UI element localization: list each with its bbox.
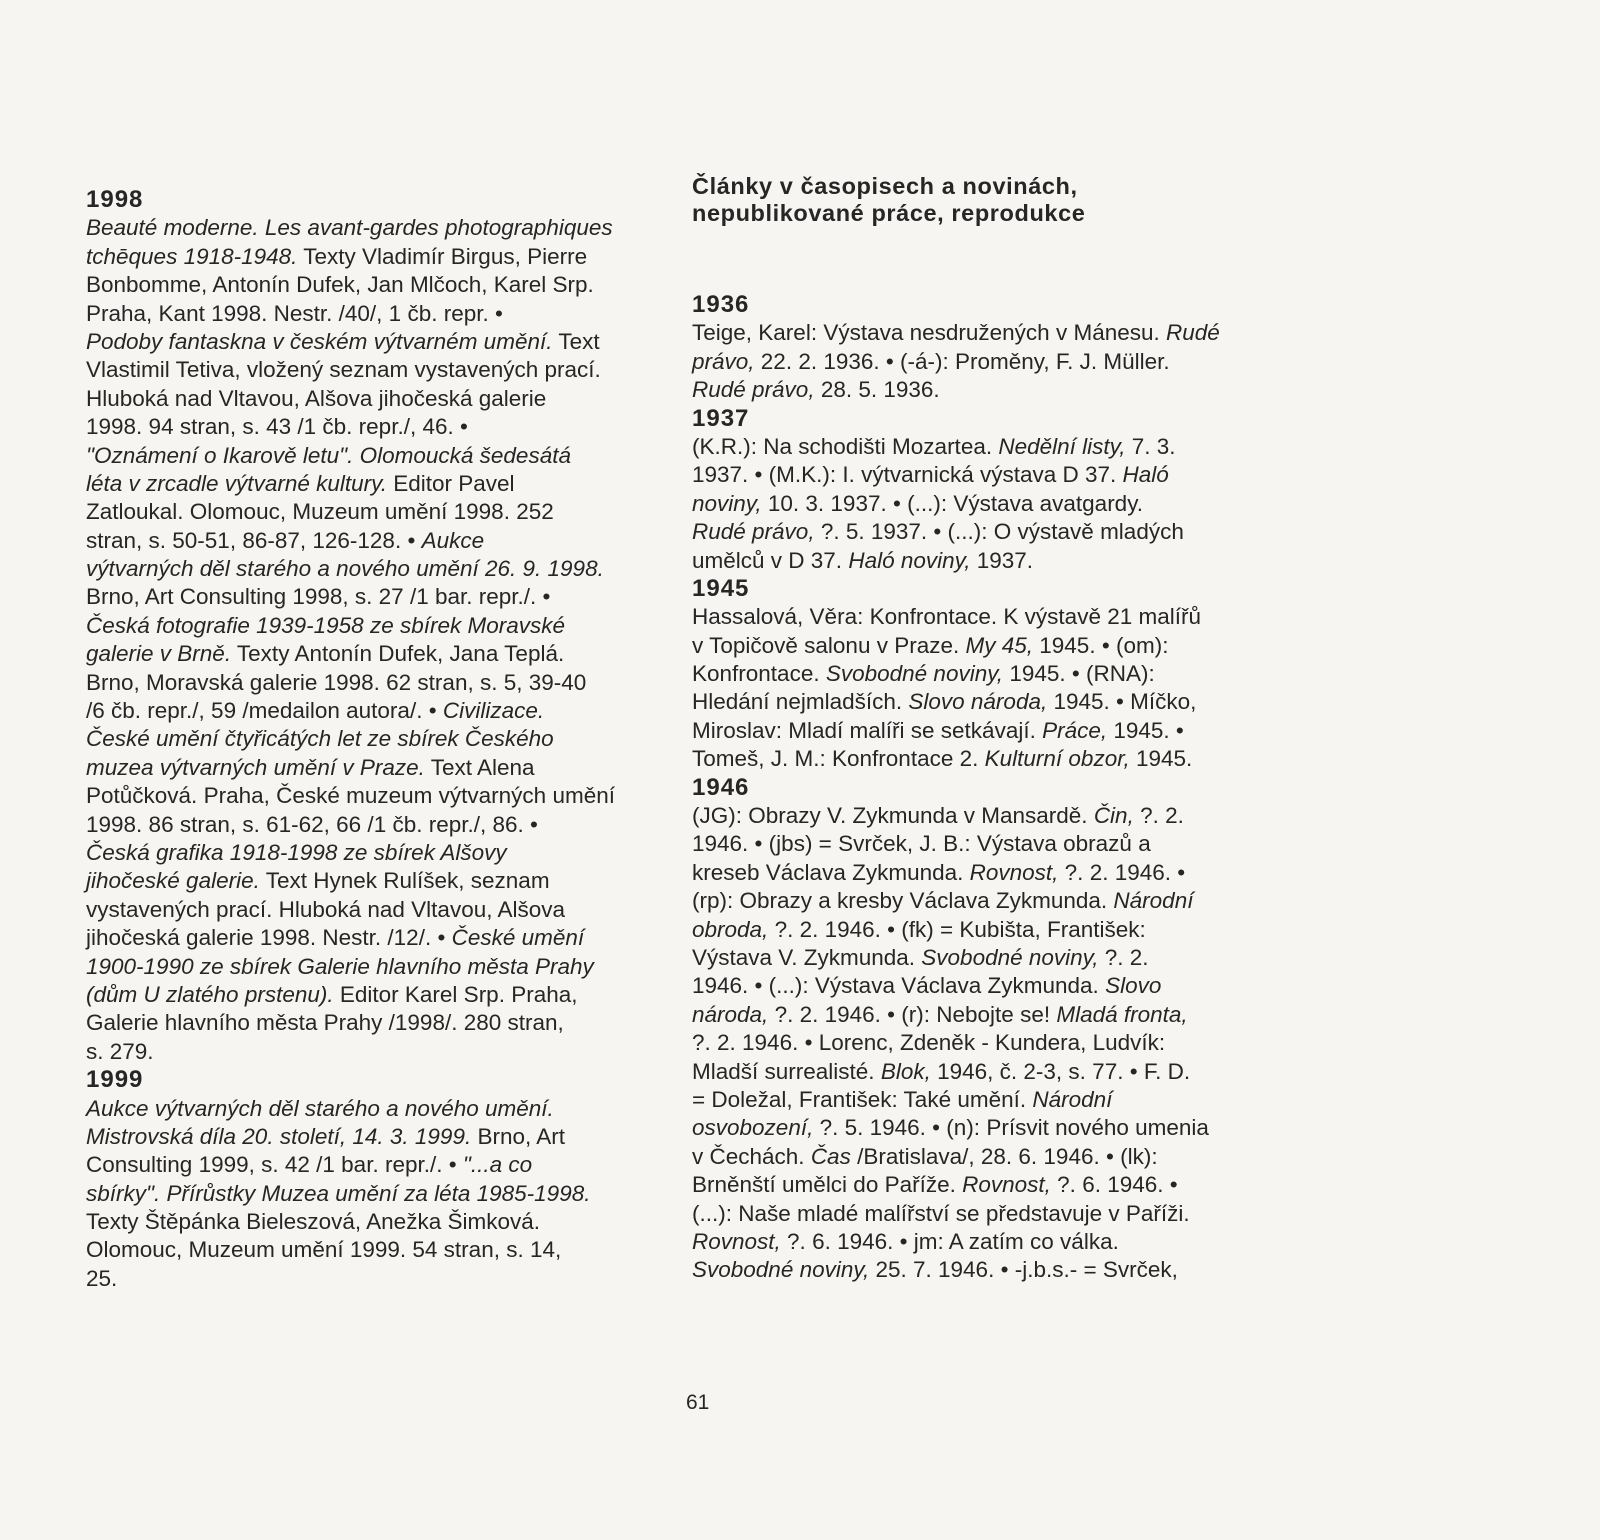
text-line — [692, 1171, 1292, 1199]
body-text: kreseb Václava Zykmunda. — [692, 859, 970, 885]
text-line — [86, 896, 676, 924]
body-text: Texty Antonín Dufek, Jana Teplá. — [231, 641, 565, 667]
body-text: stran, s. 50-51, 86-87, 126-128. • — [86, 527, 422, 553]
body-text: Výstava V. Zykmunda. — [692, 944, 922, 970]
text-line — [86, 555, 676, 583]
text-line — [86, 981, 676, 1009]
body-text: s. 279. — [86, 1038, 154, 1064]
text-line — [86, 470, 676, 498]
body-text: Text Hynek Rulíšek, seznam — [259, 868, 550, 894]
text-line — [86, 697, 676, 725]
text-line — [86, 1236, 676, 1264]
body-text: Consulting 1999, s. 42 /1 bar. repr./. • — [86, 1152, 463, 1178]
italic-title-text: Kulturní obzor, — [984, 746, 1130, 772]
body-text: jihočeská galerie 1998. Nestr. /12/. • — [86, 925, 452, 951]
text-line — [692, 547, 1292, 575]
italic-title-text: Česká grafika 1918-1998 ze sbírek Alšovy — [86, 839, 507, 865]
italic-title-text: noviny, — [692, 490, 762, 516]
text-line — [692, 490, 1292, 518]
text-line — [692, 632, 1292, 660]
body-text: Hluboká nad Vltavou, Alšova jihočeská galerie — [86, 385, 547, 411]
body-text: /6 čb. repr./, 59 /medailon autora/. • — [86, 698, 443, 724]
text-line — [86, 1038, 676, 1066]
body-text: 25. 7. 1946. • -j.b.s.- = Svrček, — [869, 1257, 1178, 1283]
italic-title-text: Aukce výtvarných děl starého a nového umění. — [86, 1095, 554, 1121]
body-text: Zatloukal. Olomouc, Muzeum umění 1998. 252 — [86, 499, 554, 525]
italic-title-text: Práce, — [1042, 717, 1108, 743]
year-heading: 1937 — [692, 404, 750, 432]
italic-title-text: Čas — [810, 1143, 851, 1169]
text-line — [86, 271, 676, 299]
text-line — [86, 442, 676, 470]
text-line — [86, 1180, 676, 1208]
body-text: 1946, č. 2-3, s. 77. • F. D. — [930, 1058, 1191, 1084]
body-text: Vlastimil Tetiva, vložený seznam vystavených prací. — [86, 357, 601, 383]
text-line — [692, 1143, 1292, 1171]
body-text: 1946. • (jbs) = Svrček, J. B.: Výstava obrazů a — [692, 831, 1151, 857]
body-text: 7. 3. — [1125, 433, 1176, 459]
body-text: vystavených prací. Hluboká nad Vltavou, Alšova — [86, 896, 566, 922]
text-line — [692, 802, 1292, 830]
text-line — [692, 972, 1292, 1000]
body-text: 10. 3. 1937. • (...): Výstava avatgardy. — [761, 490, 1144, 516]
text-line — [86, 583, 676, 611]
italic-title-text: Mistrovská díla 20. století, 14. 3. 1999. — [86, 1123, 472, 1149]
body-text: Brno, Art — [471, 1123, 565, 1149]
text-line — [86, 640, 676, 668]
body-text: ?. 2. 1946. • (r): Nebojte se! — [768, 1001, 1057, 1027]
text-line — [86, 527, 676, 555]
text-line — [692, 433, 1292, 461]
text-line — [86, 498, 676, 526]
text-line — [86, 725, 676, 753]
italic-title-text: Svobodné noviny, — [692, 1257, 870, 1283]
body-text: (K.R.): Na schodišti Mozartea. — [692, 433, 999, 459]
text-line — [86, 1265, 676, 1293]
body-text: Texty Štěpánka Bieleszová, Anežka Šimková. — [86, 1209, 540, 1235]
text-line — [692, 376, 1292, 404]
text-line — [86, 1208, 676, 1236]
italic-title-text: osvobození, — [692, 1115, 814, 1141]
italic-title-text: Svobodné noviny, — [825, 661, 1004, 687]
italic-title-text: 1900-1990 ze sbírek Galerie hlavního města Prahy — [86, 953, 594, 979]
body-text: Brněnští umělci do Paříže. — [692, 1172, 963, 1198]
text-line — [692, 1086, 1292, 1114]
body-text: v Topičově salonu v Praze. — [692, 632, 966, 658]
italic-title-text: Rudé právo, — [692, 519, 815, 545]
body-text: Hledání nejmladších. — [692, 689, 909, 715]
body-text: umělců v D 37. — [692, 547, 849, 573]
italic-title-text: Rudé — [1166, 320, 1220, 346]
text-line — [692, 1001, 1292, 1029]
italic-title-text: Slovo národa, — [908, 689, 1048, 715]
body-text: ?. 5. 1946. • (n): Prísvit nového umenia — [813, 1115, 1209, 1141]
body-text: Praha, Kant 1998. Nestr. /40/, 1 čb. repr. • — [86, 300, 503, 326]
body-text: (rp): Obrazy a kresby Václava Zykmunda. — [692, 888, 1114, 914]
body-text: Olomouc, Muzeum umění 1999. 54 stran, s. 14, — [86, 1237, 562, 1263]
body-text: 25. — [86, 1265, 118, 1291]
year-heading: 1945 — [692, 574, 750, 602]
body-text: Bonbomme, Antonín Dufek, Jan Mlčoch, Karel Srp. — [86, 272, 594, 298]
text-line — [86, 754, 676, 782]
text-line — [692, 518, 1292, 546]
italic-title-text: Rudé právo, — [692, 377, 815, 403]
italic-title-text: Národní — [1113, 888, 1194, 914]
text-line — [86, 669, 676, 697]
body-text: Miroslav: Mladí malíři se setkávají. — [692, 717, 1043, 743]
text-line — [692, 944, 1292, 972]
italic-title-text: Rovnost, — [962, 1172, 1051, 1198]
italic-title-text: Podoby fantaskna v českém výtvarném umění. — [86, 328, 553, 354]
body-text: 1998. 94 stran, s. 43 /1 čb. repr./, 46. • — [86, 414, 468, 440]
text-line — [692, 319, 1292, 347]
text-line — [86, 385, 676, 413]
body-text: ?. 6. 1946. • jm: A zatím co válka. — [780, 1228, 1119, 1254]
italic-title-text: Blok, — [880, 1058, 931, 1084]
italic-title-text: obroda, — [692, 916, 769, 942]
body-text: = Doležal, František: Také umění. — [692, 1086, 1033, 1112]
italic-title-text: muzea výtvarných umění v Praze. — [86, 754, 425, 780]
text-line — [86, 839, 676, 867]
text-line — [86, 1009, 676, 1037]
text-line — [86, 214, 676, 242]
text-line — [692, 1228, 1292, 1256]
italic-title-text: galerie v Brně. — [86, 641, 232, 667]
body-text: 1998. 86 stran, s. 61-62, 66 /1 čb. repr./, 86. • — [86, 811, 538, 837]
body-text: Editor Pavel — [386, 470, 515, 496]
body-text: Brno, Moravská galerie 1998. 62 stran, s. 5, 39-40 — [86, 669, 587, 695]
body-text: /Bratislava/, 28. 6. 1946. • (lk): — [850, 1143, 1158, 1169]
italic-title-text: národa, — [692, 1001, 769, 1027]
italic-title-text: právo, — [692, 348, 755, 374]
text-line — [692, 348, 1292, 376]
text-line — [86, 1095, 676, 1123]
italic-title-text: Nedělní listy, — [998, 433, 1126, 459]
body-text: 28. 5. 1936. — [814, 377, 940, 403]
text-line — [86, 328, 676, 356]
body-text: Teige, Karel: Výstava nesdružených v Mánesu. — [692, 320, 1166, 346]
italic-title-text: My 45, — [965, 632, 1034, 658]
italic-title-text: sbírky". Přírůstky Muzea umění za léta 1985-1998. — [86, 1180, 591, 1206]
body-text: Hassalová, Věra: Konfrontace. K výstavě 21 malířů — [692, 604, 1201, 630]
text-line — [692, 660, 1292, 688]
body-text: 1937. • (M.K.): I. výtvarnická výstava D 37. — [692, 462, 1123, 488]
body-text: Mladší surrealisté. — [692, 1058, 881, 1084]
text-line — [86, 811, 676, 839]
text-line — [86, 782, 676, 810]
text-line — [692, 717, 1292, 745]
text-line — [692, 830, 1292, 858]
italic-title-text: Beauté moderne. Les avant-gardes photographiques — [86, 215, 613, 241]
italic-title-text: léta v zrcadle výtvarné kultury. — [86, 470, 387, 496]
body-text: ?. 2. — [1098, 944, 1149, 970]
italic-title-text: Haló — [1122, 462, 1169, 488]
text-line — [692, 859, 1292, 887]
page-number: 61 — [686, 1391, 710, 1414]
body-text: 1945. — [1129, 746, 1193, 772]
body-text: 1945. • — [1107, 717, 1184, 743]
section-title-line: nepublikované práce, reprodukce — [692, 200, 1086, 226]
text-line — [692, 916, 1292, 944]
year-heading: 1946 — [692, 773, 750, 801]
text-line — [86, 924, 676, 952]
text-line — [86, 867, 676, 895]
body-text: Brno, Art Consulting 1998, s. 27 /1 bar. repr./. • — [86, 584, 551, 610]
text-line — [692, 461, 1292, 489]
body-text: Konfrontace. — [692, 661, 826, 687]
body-text: Text Alena — [424, 754, 535, 780]
italic-title-text: Česká fotografie 1939-1958 ze sbírek Moravské — [86, 612, 566, 638]
year-heading: 1998 — [86, 186, 144, 213]
body-text: 1946. • (...): Výstava Václava Zykmunda. — [692, 973, 1106, 999]
right-column-articles — [692, 291, 1292, 1285]
italic-title-text: Svobodné noviny, — [921, 944, 1099, 970]
body-text: ?. 5. 1937. • (...): O výstavě mladých — [814, 519, 1184, 545]
text-line — [692, 1256, 1292, 1284]
text-line — [86, 413, 676, 441]
text-line — [692, 887, 1292, 915]
body-text: 1945. • (RNA): — [1003, 661, 1155, 687]
text-line — [86, 612, 676, 640]
italic-title-text: Rovnost, — [969, 859, 1059, 885]
body-text: Texty Vladimír Birgus, Pierre — [297, 243, 588, 269]
body-text: Text — [552, 328, 600, 354]
italic-title-text: České umění čtyřicátých let ze sbírek Českého — [86, 726, 554, 752]
text-line — [692, 603, 1292, 631]
section-title-line: Články v časopisech a novinách, — [692, 173, 1078, 199]
italic-title-text: Civilizace. — [442, 698, 545, 724]
body-text: ?. 6. 1946. • — [1050, 1172, 1178, 1198]
italic-title-text: Národní — [1032, 1086, 1113, 1112]
text-line — [692, 688, 1292, 716]
section-title — [692, 173, 1085, 227]
text-line — [86, 300, 676, 328]
italic-title-text: Aukce — [421, 527, 485, 553]
italic-title-text: Čin, — [1093, 803, 1134, 829]
text-line — [692, 1029, 1292, 1057]
body-text: v Čechách. — [692, 1143, 811, 1169]
body-text: 1945. • (om): — [1033, 632, 1169, 658]
year-heading: 1936 — [692, 291, 750, 318]
body-text: Tomeš, J. M.: Konfrontace 2. — [692, 746, 985, 772]
text-line — [86, 953, 676, 981]
body-text: Galerie hlavního města Prahy /1998/. 280 stran, — [86, 1010, 564, 1036]
year-heading: 1999 — [86, 1066, 144, 1094]
body-text: (JG): Obrazy V. Zykmunda v Mansardě. — [692, 803, 1094, 829]
text-line — [692, 745, 1292, 773]
text-line — [692, 1058, 1292, 1086]
text-line — [692, 1200, 1292, 1228]
body-text: ?. 2. 1946. • (fk) = Kubišta, František: — [768, 916, 1146, 942]
text-line — [86, 1151, 676, 1179]
italic-title-text: tchēques 1918-1948. — [86, 243, 298, 269]
italic-title-text: jihočeské galerie. — [86, 868, 260, 894]
italic-title-text: České umění — [451, 925, 585, 951]
italic-title-text: Haló noviny, — [848, 547, 971, 573]
italic-title-text: výtvarných děl starého a nového umění 26. 9. 1998. — [86, 556, 604, 582]
italic-title-text: "...a co — [462, 1152, 533, 1178]
body-text: ?. 2. — [1133, 803, 1184, 829]
body-text: (...): Naše mladé malířství se představuje v Paříži. — [692, 1200, 1190, 1226]
text-line — [86, 356, 676, 384]
left-column-bibliography — [86, 186, 676, 1293]
body-text: ?. 2. 1946. • — [1058, 859, 1186, 885]
body-text: 1937. — [970, 547, 1034, 573]
text-line — [692, 1114, 1292, 1142]
body-text: Potůčková. Praha, České muzeum výtvarných umění — [86, 783, 615, 809]
body-text: 22. 2. 1936. • (-á-): Proměny, F. J. Müller. — [754, 348, 1170, 374]
italic-title-text: Mladá fronta, — [1056, 1001, 1188, 1027]
italic-title-text: (dům U zlatého prstenu). — [86, 981, 334, 1007]
body-text: Editor Karel Srp. Praha, — [333, 981, 578, 1007]
body-text: ?. 2. 1946. • Lorenc, Zdeněk - Kundera, Ludvík: — [692, 1030, 1166, 1056]
text-line — [86, 243, 676, 271]
italic-title-text: Slovo — [1105, 973, 1162, 999]
text-line — [86, 1123, 676, 1151]
italic-title-text: Rovnost, — [692, 1228, 781, 1254]
body-text: 1945. • Míčko, — [1047, 689, 1197, 715]
italic-title-text: "Oznámení o Ikarově letu". Olomoucká šedesátá — [86, 442, 571, 468]
